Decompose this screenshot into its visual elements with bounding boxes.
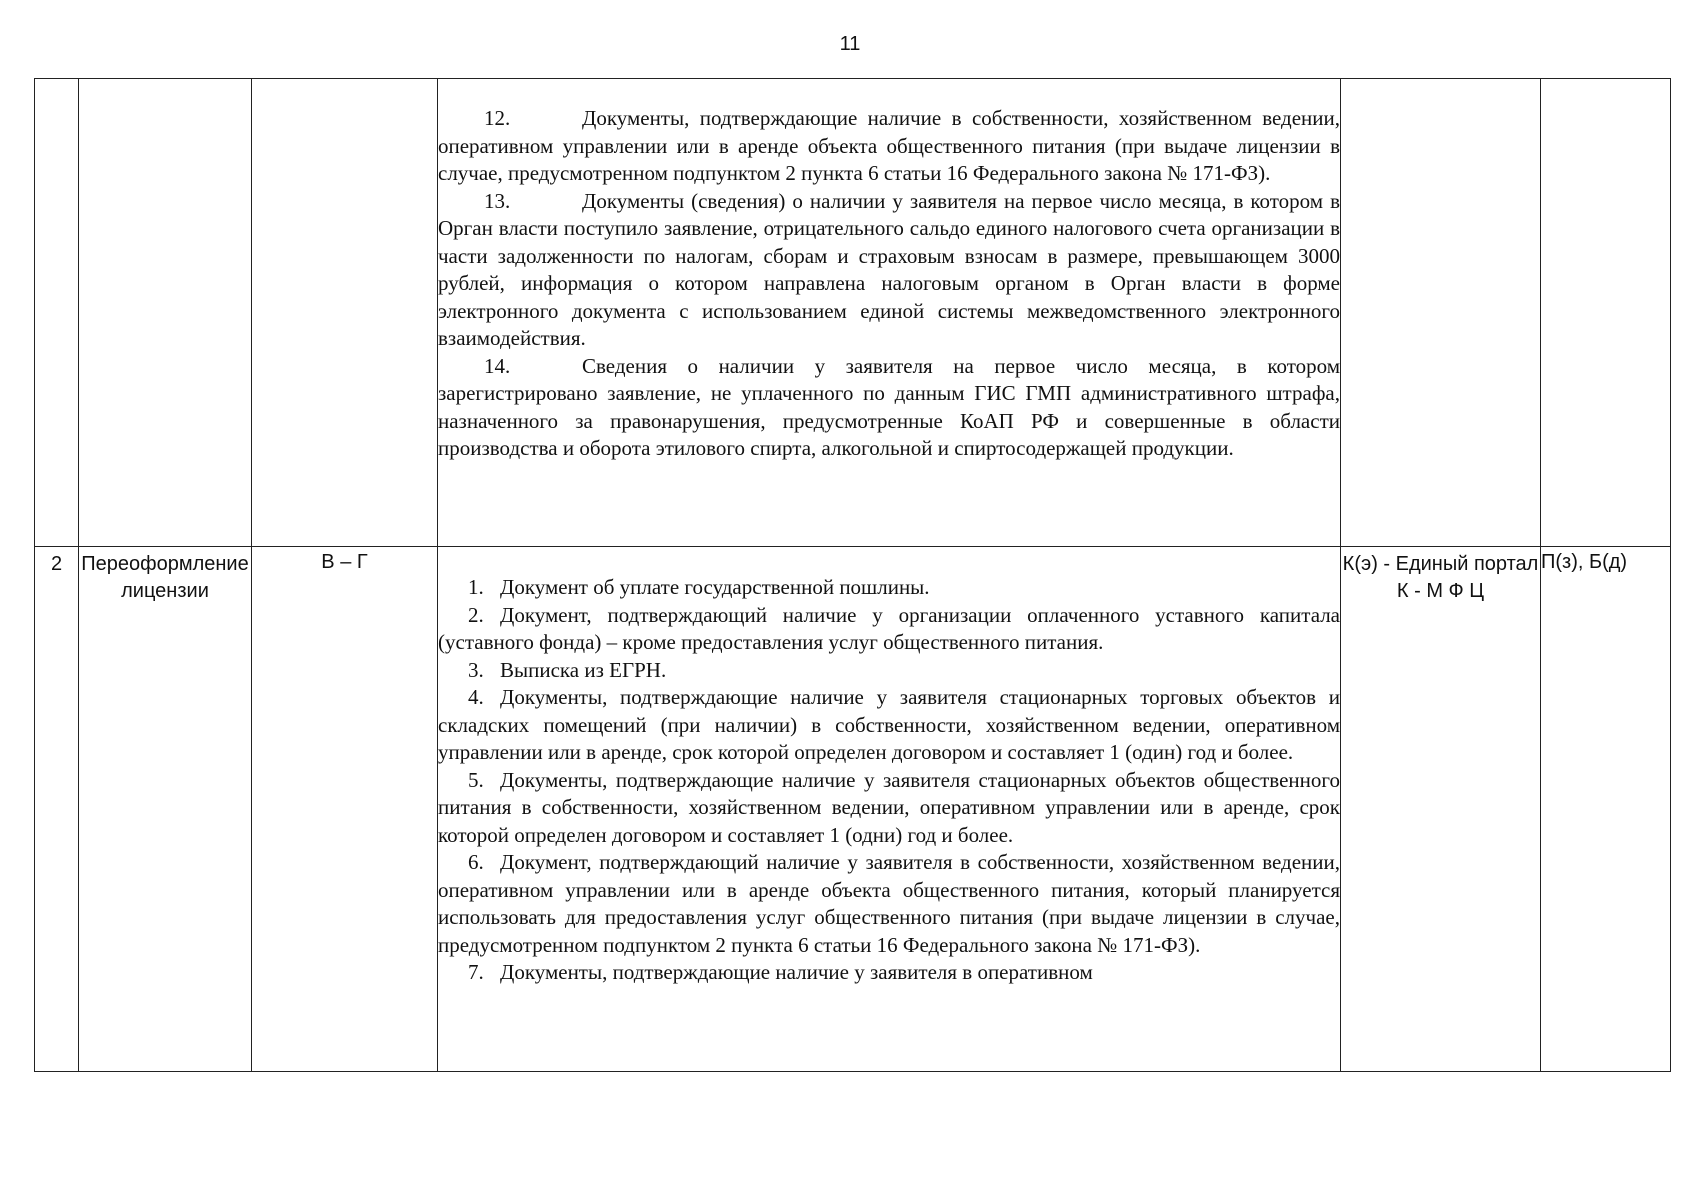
service-name-cell — [79, 79, 252, 547]
document-item-number: 1. — [468, 575, 484, 599]
service-name-cell: Переоформление лицензии — [79, 547, 252, 1072]
channel-portal-label: К(э) - Единый портал — [1342, 553, 1539, 575]
document-item — [438, 574, 1340, 602]
table-row — [35, 79, 1671, 547]
document-item-number: 2. — [468, 602, 484, 627]
document-item-number: 12. — [484, 106, 511, 130]
result-form-cell — [1541, 79, 1671, 547]
document-item-text: Документ, подтверждающий наличие у заявителя в собственности, хозяйственном ведении, оперативном управлении или в аренде объекта общественного питания, который планируется использовать для предоставления услуг общественного питания (при выдаче лицензии в случае, предусмотренном подпунктом 2 пункта 6 статьи 16 Федерального закона № 171-ФЗ). — [438, 850, 1340, 957]
document-item-number: 4. — [468, 685, 484, 709]
document-item-number: 7. — [468, 960, 484, 984]
result-form-cell: П(з), Б(д) — [1541, 547, 1671, 1072]
row-number-cell: 2 — [35, 547, 79, 1072]
document-item-text: Сведения о наличии у заявителя на первое число месяца, в котором зарегистрировано заявление, не уплаченного по данным ГИС ГМП административного штрафа, назначенного за правонарушения, предусмотренные КоАП РФ и совершенные в области производства и оборота этилового спирта, алкогольной и спиртосодержащей продукции. — [438, 353, 1340, 460]
document-item — [438, 657, 1340, 685]
document-item-number: 6. — [468, 850, 484, 874]
document-item-text: Документ об уплате государственной пошлины. — [500, 575, 930, 599]
document-item-text: Документы, подтверждающие наличие у заявителя стационарных торговых объектов и складских помещений (при наличии) в собственности, хозяйственном ведении, оперативном управлении или в аренде, срок которой определен договором и составляет 1 (один) год и более. — [438, 685, 1340, 764]
document-item-number: 13. — [484, 188, 511, 213]
document-item-text: Документы, подтверждающие наличие в собственности, хозяйственном ведении, оперативном управлении или в аренде объекта общественного питания (при выдаче лицензии в случае, предусмотренном подпунктом 2 пункта 6 статьи 16 Федерального закона № 171-ФЗ). — [438, 106, 1340, 185]
document-item-text: Выписка из ЕГРН. — [500, 657, 667, 682]
services-table — [34, 78, 1671, 1072]
document-item — [438, 767, 1340, 850]
document-item-number: 14. — [484, 353, 511, 378]
document-item-text: Документы, подтверждающие наличие у заявителя в оперативном — [500, 960, 1093, 984]
document-item — [438, 188, 1340, 353]
channel-mfc-label: К - М Ф Ц — [1396, 580, 1485, 602]
document-item — [438, 105, 1340, 188]
document-item — [438, 684, 1340, 767]
document-item — [438, 602, 1340, 657]
channel-cell — [1341, 79, 1541, 547]
document-item-number: 3. — [468, 657, 484, 682]
document-item — [438, 353, 1340, 463]
term-cell: В – Г — [252, 547, 438, 1072]
document-item — [438, 959, 1340, 987]
document-item-text: Документы, подтверждающие наличие у заявителя стационарных объектов общественного питания в собственности, хозяйственном ведении, оперативном управлении или в аренде, срок которой определен договором и составляет 1 (одни) год и более. — [438, 767, 1340, 847]
document-item-text: Документы (сведения) о наличии у заявителя на первое число месяца, в котором в Орган власти поступило заявление, отрицательного сальдо единого налогового счета организации в части задолженности по налогам, сборам и страховым взносам в размере, превышающем 3000 рублей, информация о котором направлена налоговым органом в Орган власти в форме электронного документа с использованием единой системы межведомственного электронного взаимодействия. — [438, 188, 1340, 350]
document-item-text: Документ, подтверждающий наличие у организации оплаченного уставного капитала (уставного фонда) – кроме предоставления услуг общественного питания. — [438, 602, 1340, 654]
documents-cell — [438, 79, 1341, 547]
row-number-cell — [35, 79, 79, 547]
page-number: 11 — [839, 33, 861, 55]
document-item — [438, 849, 1340, 959]
term-cell — [252, 79, 438, 547]
table-row — [35, 547, 1671, 1072]
channel-cell — [1341, 547, 1541, 1072]
documents-cell — [438, 547, 1341, 1072]
document-item-number: 5. — [468, 767, 484, 792]
